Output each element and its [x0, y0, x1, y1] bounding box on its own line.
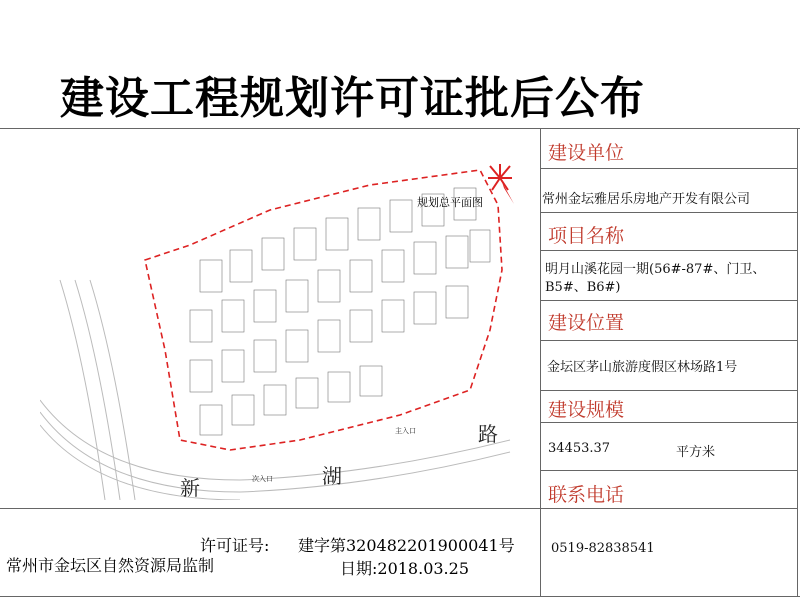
divider [540, 250, 797, 251]
location-value: 金坛区茅山旅游度假区林场路1号 [547, 360, 738, 375]
permit-number: 建字第320482201900041号 [298, 536, 515, 555]
divider [540, 390, 797, 391]
secondary-entrance-label: 次入口 [252, 475, 273, 483]
project-value-line2: B5#、B6#) [545, 280, 621, 295]
road-char-2: 湖 [322, 464, 342, 488]
page-title: 建设工程规划许可证批后公布 [60, 73, 645, 124]
issuing-authority: 常州市金坛区自然资源局监制 [6, 556, 215, 575]
location-label: 建设位置 [548, 312, 625, 334]
permit-label: 许可证号: [200, 536, 270, 555]
divider [540, 422, 797, 423]
contact-label: 联系电话 [548, 484, 625, 506]
project-label: 项目名称 [548, 225, 625, 247]
divider [797, 128, 798, 596]
divider [540, 340, 797, 341]
issue-date: 日期:2018.03.25 [340, 559, 470, 578]
road-char-3: 路 [478, 422, 498, 446]
divider [540, 168, 797, 169]
divider [0, 128, 800, 129]
main-entrance-label: 主入口 [395, 427, 416, 435]
divider [0, 596, 800, 597]
north-arrow-icon [488, 164, 514, 204]
divider [0, 508, 540, 509]
divider [540, 212, 797, 213]
plan-title: 规划总平面图 [417, 196, 483, 209]
scale-unit: 平方米 [676, 445, 716, 460]
scale-label: 建设规模 [548, 399, 625, 421]
project-value-line1: 明月山溪花园一期(56#-87#、门卫、 [545, 262, 766, 277]
unit-label: 建设单位 [548, 142, 625, 164]
divider [540, 300, 797, 301]
divider [540, 508, 797, 509]
divider [540, 128, 541, 596]
contact-value: 0519-82838541 [551, 541, 655, 556]
divider [540, 470, 797, 471]
road-char-1: 新 [180, 476, 200, 500]
unit-value: 常州金坛雅居乐房地产开发有限公司 [542, 192, 751, 207]
scale-value: 34453.37 [548, 441, 611, 456]
